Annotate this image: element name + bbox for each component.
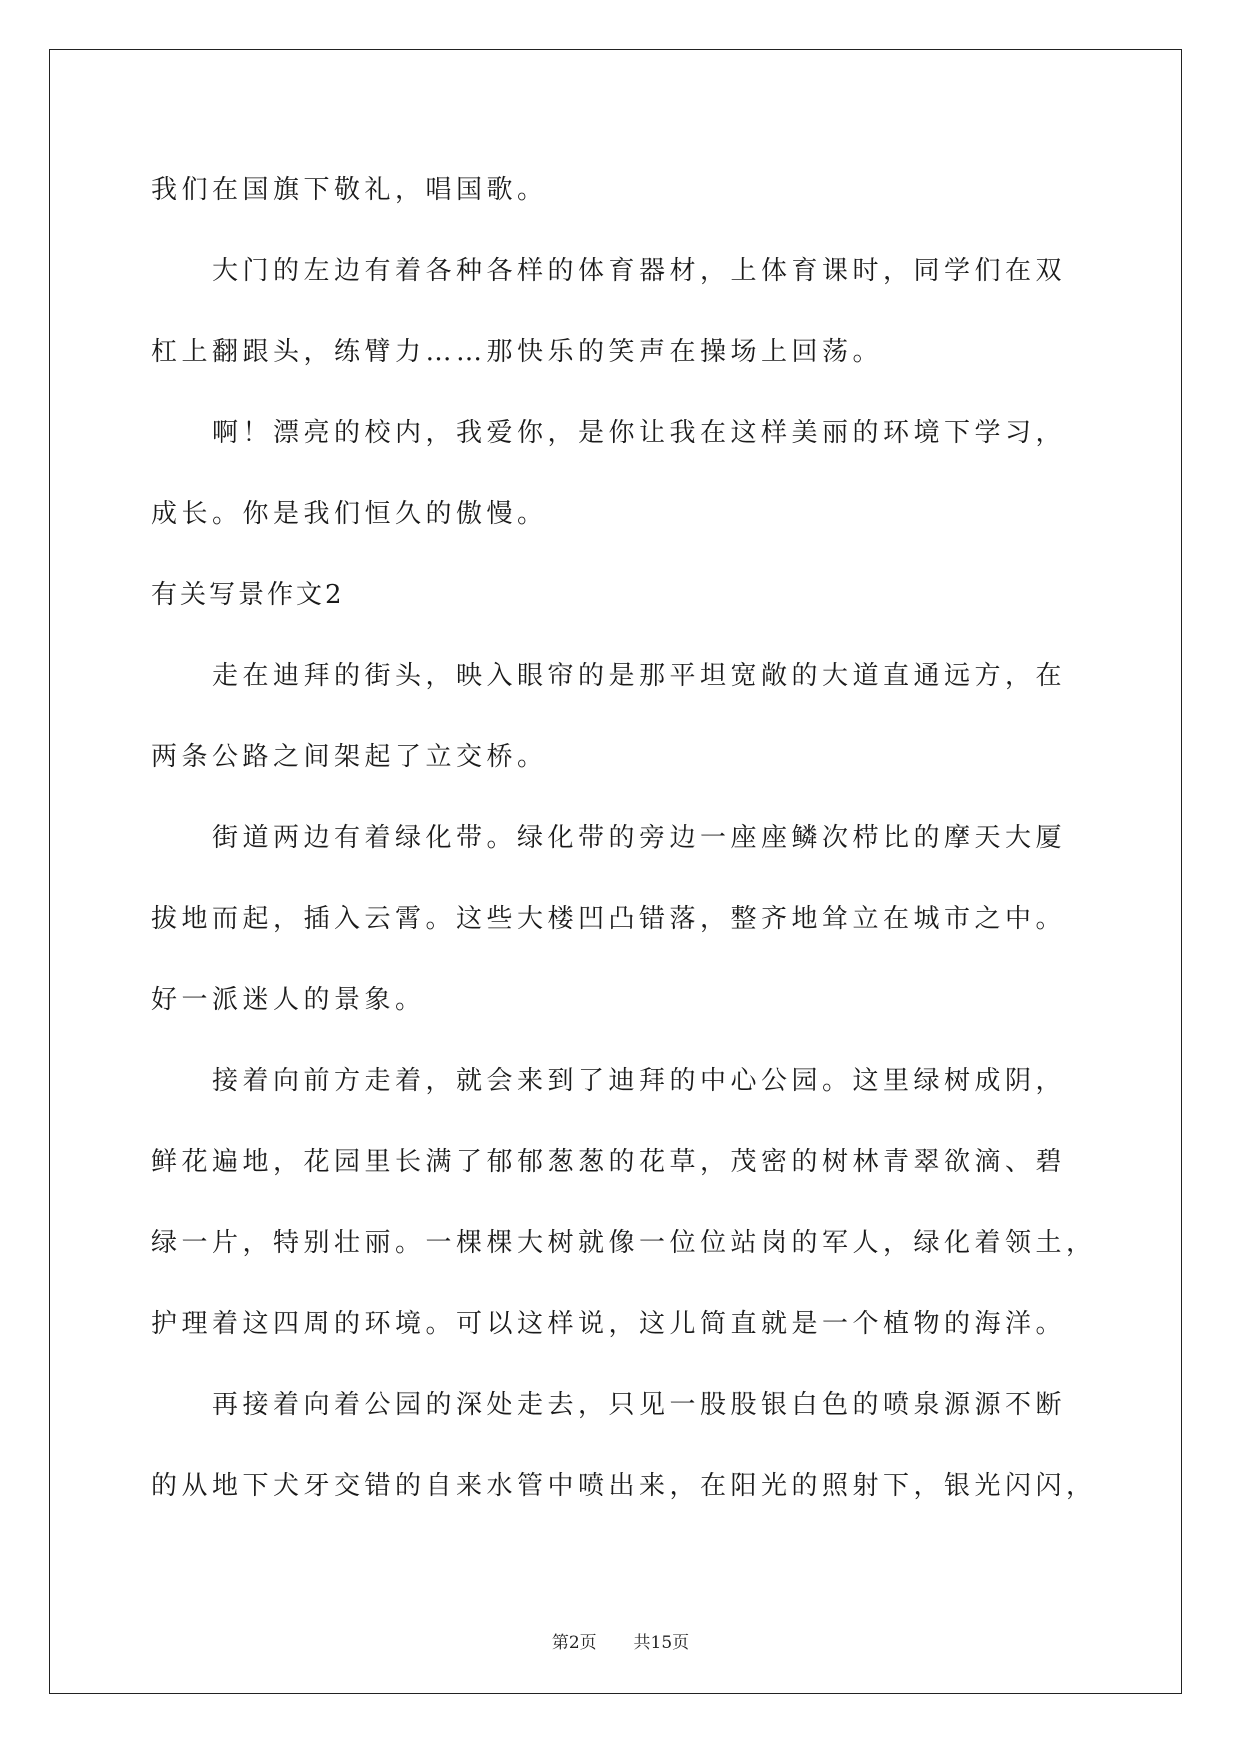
text-line: 鲜花遍地，花园里长满了郁郁葱葱的花草，茂密的树林青翠欲滴、碧: [151, 1147, 1067, 1177]
page-border: [49, 49, 1182, 1694]
text-line: 拔地而起，插入云霄。这些大楼凹凸错落，整齐地耸立在城市之中。: [151, 904, 1067, 934]
text-line: 成长。你是我们恒久的傲慢。: [151, 499, 548, 529]
paragraph-start-line: 街道两边有着绿化带。绿化带的旁边一座座鳞次栉比的摩天大厦: [212, 823, 1067, 853]
paragraph-start-line: 走在迪拜的街头，映入眼帘的是那平坦宽敞的大道直通远方，在: [212, 661, 1067, 691]
page-number: 第2页: [551, 1633, 597, 1653]
text-line: 我们在国旗下敬礼，唱国歌。: [151, 175, 548, 205]
text-line: 护理着这四周的环境。可以这样说，这儿简直就是一个植物的海洋。: [151, 1309, 1067, 1339]
page-footer: [0, 1632, 1241, 1654]
paragraph-start-line: 再接着向着公园的深处走去，只见一股股银白色的喷泉源源不断: [212, 1390, 1067, 1420]
paragraph-start-line: 啊！漂亮的校内，我爱你，是你让我在这样美丽的环境下学习，: [212, 418, 1067, 448]
text-line: 绿一片，特别壮丽。一棵棵大树就像一位位站岗的军人，绿化着领土，: [151, 1228, 1097, 1258]
paragraph-start-line: 大门的左边有着各种各样的体育器材，上体育课时，同学们在双: [212, 256, 1067, 286]
paragraph-start-line: 接着向前方走着，就会来到了迪拜的中心公园。这里绿树成阴，: [212, 1066, 1067, 1096]
page-total: 共15页: [633, 1633, 690, 1653]
text-line: 两条公路之间架起了立交桥。: [151, 742, 548, 772]
text-line: 好一派迷人的景象。: [151, 985, 426, 1015]
text-line: 杠上翻跟头，练臂力……那快乐的笑声在操场上回荡。: [151, 337, 884, 367]
section-heading: 有关写景作文2: [151, 580, 345, 610]
text-line: 的从地下犬牙交错的自来水管中喷出来，在阳光的照射下，银光闪闪，: [151, 1471, 1097, 1501]
